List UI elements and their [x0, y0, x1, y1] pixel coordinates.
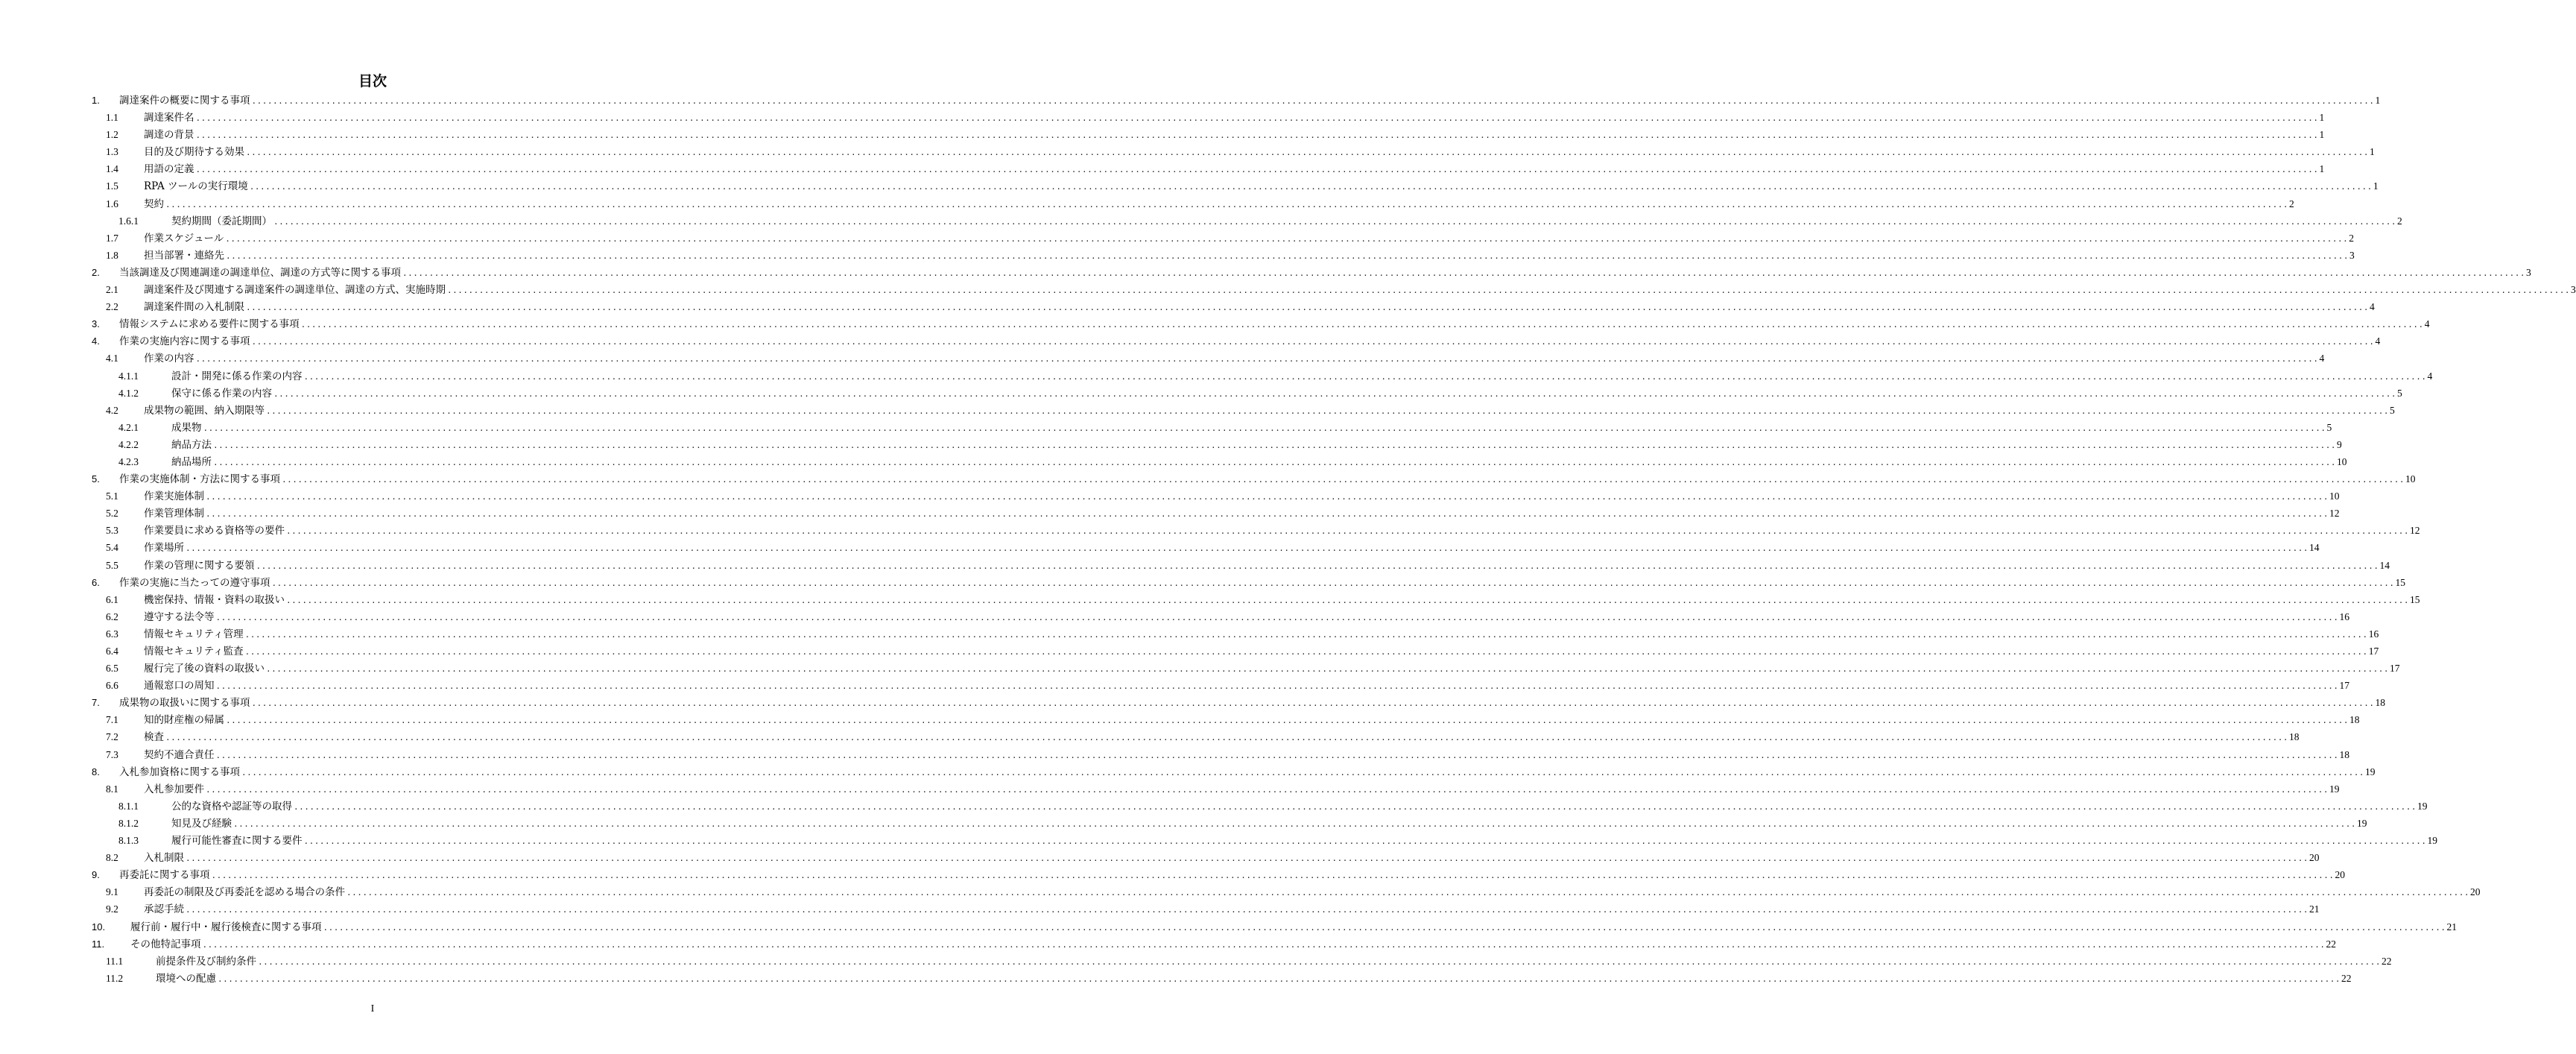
toc-dot-leader: ................................................................................................................................................................................................................................................................................................................................................................................................................	[215, 681, 2339, 692]
toc-entry-page: 12	[2410, 525, 2420, 537]
toc-dot-leader: ................................................................................................................................................................................................................................................................................................................................................................................................................	[323, 922, 2446, 932]
toc-entry-page: 5	[2326, 421, 2332, 433]
toc-entry[interactable]	[92, 522, 2420, 539]
toc-entry[interactable]	[92, 660, 2400, 677]
toc-entry-number: 6.6	[106, 680, 118, 692]
toc-dot-leader: ................................................................................................................................................................................................................................................................................................................................................................................................................	[256, 561, 2379, 571]
toc-entry-number: 4.2.3	[118, 455, 139, 467]
toc-entry[interactable]	[92, 970, 2352, 987]
toc-entry-page: 14	[2309, 542, 2320, 554]
toc-dot-leader: ................................................................................................................................................................................................................................................................................................................................................................................................................	[244, 629, 2368, 640]
toc-entry[interactable]	[92, 281, 2576, 298]
page-number: I	[370, 1003, 375, 1014]
toc-entry-number: 8.2	[106, 852, 118, 864]
toc-entry[interactable]	[92, 177, 2379, 195]
toc-entry-number: 8.1.1	[118, 800, 139, 812]
toc-entry[interactable]	[92, 92, 2381, 109]
toc-entry-title: 作業の実施内容に関する事項	[119, 335, 250, 348]
toc-entry-number: 9.2	[106, 903, 118, 915]
toc-dot-leader: ................................................................................................................................................................................................................................................................................................................................................................................................................	[165, 733, 2289, 743]
toc-dot-leader: ................................................................................................................................................................................................................................................................................................................................................................................................................	[165, 199, 2289, 209]
page-title: 目次	[358, 73, 387, 89]
toc-entry[interactable]	[92, 470, 2416, 487]
toc-dot-leader: ................................................................................................................................................................................................................................................................................................................................................................................................................	[202, 939, 2326, 950]
toc-entry-number: 5.5	[106, 559, 118, 571]
toc-entry[interactable]	[92, 883, 2481, 900]
toc-dot-leader: ................................................................................................................................................................................................................................................................................................................................................................................................................	[195, 165, 2319, 175]
toc-entry-number: 7.	[92, 697, 100, 709]
toc-entry-page: 19	[2357, 817, 2367, 829]
toc-entry-page: 12	[2329, 508, 2340, 520]
toc-entry-page: 1	[2373, 180, 2379, 192]
toc-entry-title: 用語の定義	[144, 163, 194, 176]
toc-entry-number: 4.2.1	[118, 421, 139, 433]
toc-dot-leader: ................................................................................................................................................................................................................................................................................................................................................................................................................	[282, 475, 2405, 485]
toc-entry-page: 21	[2309, 903, 2320, 915]
toc-entry-page: 1	[2375, 95, 2381, 106]
toc-dot-leader: ................................................................................................................................................................................................................................................................................................................................................................................................................	[303, 371, 2427, 382]
toc-entry-title: 再委託に関する事項	[119, 869, 210, 882]
toc-entry-page: 20	[2470, 886, 2481, 898]
toc-entry-page: 18	[2339, 748, 2350, 760]
toc-entry-title: 知的財産権の帰属	[144, 714, 224, 727]
toc-dot-leader: ................................................................................................................................................................................................................................................................................................................................................................................................................	[233, 818, 2357, 829]
toc-entry[interactable]	[92, 264, 2531, 281]
toc-entry-page: 15	[2395, 576, 2406, 588]
toc-entry-title: 再委託の制限及び再委託を認める場合の条件	[144, 886, 345, 899]
toc-entry-page: 17	[2368, 646, 2379, 657]
toc-entry-page: 5	[2397, 387, 2402, 399]
toc-entry-number: 5.4	[106, 542, 118, 554]
toc-entry-title: 作業スケジュール	[144, 232, 224, 244]
toc-entry-title: 情報システムに求める要件に関する事項	[119, 318, 300, 331]
toc-entry[interactable]	[92, 247, 2355, 264]
toc-entry-number: 7.3	[106, 748, 118, 760]
toc-entry-title: 作業の実施に当たっての遵守事項	[119, 576, 270, 589]
toc-entry-page: 4	[2319, 353, 2325, 365]
toc-dot-leader: ................................................................................................................................................................................................................................................................................................................................................................................................................	[203, 423, 2326, 433]
toc-entry-page: 5	[2390, 404, 2395, 416]
toc-entry[interactable]	[92, 746, 2350, 763]
toc-entry[interactable]	[92, 160, 2325, 177]
toc-dot-leader: ................................................................................................................................................................................................................................................................................................................................................................................................................	[206, 492, 2329, 502]
toc-entry-number: 5.2	[106, 508, 118, 520]
toc-entry-number: 4.1.2	[118, 387, 139, 399]
toc-entry-title: 作業場所	[144, 542, 184, 555]
toc-entry-page: 2	[2349, 232, 2354, 244]
toc-dot-leader: ................................................................................................................................................................................................................................................................................................................................................................................................................	[251, 337, 2375, 347]
toc-entry[interactable]	[92, 436, 2342, 453]
toc-entry-number: 3.	[92, 318, 100, 330]
toc-entry-title: 調達の背景	[144, 129, 194, 142]
toc-entry-title: 契約期間（委託期間）	[171, 215, 272, 227]
toc-entry-title: 成果物の取扱いに関する事項	[119, 697, 250, 710]
toc-entry-page: 19	[2427, 835, 2438, 847]
toc-dot-leader: ................................................................................................................................................................................................................................................................................................................................................................................................................	[273, 388, 2397, 399]
toc-entry[interactable]	[92, 798, 2428, 815]
toc-entry-title: 前提条件及び制約条件	[156, 955, 256, 968]
toc-entry-title: 調達案件名	[144, 112, 194, 124]
toc-entry-number: 11.	[92, 938, 105, 950]
toc-entry-number: 1.2	[106, 129, 118, 141]
toc-dot-leader: ................................................................................................................................................................................................................................................................................................................................................................................................................	[273, 216, 2397, 227]
toc-entry[interactable]	[92, 815, 2367, 832]
toc-dot-leader: ................................................................................................................................................................................................................................................................................................................................................................................................................	[300, 320, 2424, 330]
toc-dot-leader: ................................................................................................................................................................................................................................................................................................................................................................................................................	[266, 664, 2390, 675]
toc-entry-title: 履行完了後の資料の取扱い	[144, 663, 265, 675]
toc-entry-page: 22	[2326, 938, 2337, 950]
toc-entry[interactable]	[92, 849, 2320, 866]
toc-entry-number: 11.2	[106, 972, 124, 984]
toc-entry-page: 3	[2526, 266, 2531, 278]
toc-entry-title: 通報窓口の周知	[144, 680, 215, 692]
toc-entry[interactable]	[92, 866, 2346, 883]
toc-entry-page: 10	[2329, 490, 2340, 502]
toc-entry-title: 当該調達及び関連調達の調達単位、調達の方式等に関する事項	[119, 266, 401, 279]
toc-entry[interactable]	[92, 298, 2375, 315]
toc-entry-number: 1.5	[106, 180, 118, 192]
toc-entry-page: 3	[2571, 284, 2576, 296]
toc-entry-title: 情報セキュリティ監査	[144, 646, 244, 657]
toc-entry-page: 22	[2341, 972, 2352, 984]
toc-entry-page: 15	[2410, 593, 2420, 605]
toc-entry-page: 17	[2339, 680, 2350, 692]
toc-entry-number: 1.6.1	[118, 215, 139, 227]
toc-entry-title: 情報セキュリティ管理	[144, 628, 244, 640]
toc-dot-leader: ................................................................................................................................................................................................................................................................................................................................................................................................................	[303, 836, 2427, 847]
toc-entry-title: 知見及び経験	[171, 817, 232, 830]
toc-entry-number: 11.1	[106, 955, 124, 967]
toc-entry-title: その他特記事項	[130, 938, 201, 950]
toc-entry-page: 18	[2289, 731, 2300, 743]
toc-entry-page: 1	[2370, 146, 2375, 158]
toc-entry-number: 6.5	[106, 663, 118, 675]
toc-entry-page: 4	[2375, 335, 2381, 347]
toc-entry[interactable]	[92, 694, 2386, 711]
toc-entry-number: 1.1	[106, 112, 118, 124]
toc-entry-title: 作業要員に求める資格等の要件	[144, 525, 285, 537]
toc-entry-number: 6.2	[106, 610, 118, 622]
toc-dot-leader: ................................................................................................................................................................................................................................................................................................................................................................................................................	[186, 543, 2309, 554]
toc-entry-page: 16	[2368, 628, 2379, 640]
toc-entry[interactable]	[92, 453, 2347, 470]
toc-entry-page: 21	[2446, 921, 2458, 932]
toc-entry-page: 1	[2319, 163, 2325, 175]
toc-entry-number: 2.	[92, 266, 100, 278]
toc-entry[interactable]	[92, 230, 2354, 247]
toc-entry[interactable]	[92, 832, 2438, 849]
toc-dot-leader: ................................................................................................................................................................................................................................................................................................................................................................................................................	[251, 698, 2375, 709]
toc-dot-leader: ................................................................................................................................................................................................................................................................................................................................................................................................................	[195, 354, 2319, 365]
toc-dot-leader: ................................................................................................................................................................................................................................................................................................................................................................................................................	[244, 647, 2368, 657]
toc-entry-page: 2	[2289, 198, 2294, 209]
toc-entry[interactable]	[92, 402, 2395, 419]
toc-entry-page: 22	[2382, 955, 2392, 967]
toc-entry-page: 1	[2319, 112, 2325, 124]
toc-entry[interactable]	[92, 367, 2433, 385]
toc-entry-title: 納品方法	[171, 438, 212, 451]
toc-entry-number: 6.3	[106, 628, 118, 640]
toc-entry-page: 18	[2375, 697, 2386, 709]
toc-dot-leader: ................................................................................................................................................................................................................................................................................................................................................................................................................	[286, 526, 2410, 537]
toc-entry[interactable]	[92, 763, 2376, 780]
toc-dot-leader: ................................................................................................................................................................................................................................................................................................................................................................................................................	[225, 233, 2349, 244]
toc-entry[interactable]	[92, 143, 2375, 160]
toc-entry-page: 16	[2339, 610, 2350, 622]
toc-entry-title: 担当部署・連絡先	[144, 249, 224, 262]
toc-entry-number: 7.1	[106, 714, 118, 726]
toc-entry-title: 作業管理体制	[144, 508, 204, 520]
toc-entry-title: 作業の内容	[144, 353, 194, 365]
toc-entry[interactable]	[92, 591, 2420, 608]
toc-entry-number: 1.3	[106, 146, 118, 158]
toc-entry-number: 1.6	[106, 198, 118, 209]
toc-entry-number: 10.	[92, 921, 106, 932]
toc-entry-number: 2.2	[106, 301, 118, 313]
toc-dot-leader: ................................................................................................................................................................................................................................................................................................................................................................................................................	[241, 767, 2365, 777]
toc-entry-page: 10	[2337, 455, 2347, 467]
toc-entry[interactable]	[92, 350, 2325, 367]
toc-entry-number: 1.7	[106, 232, 118, 244]
toc-entry-page: 19	[2365, 766, 2376, 777]
toc-entry[interactable]	[92, 126, 2325, 143]
toc-entry-number: 6.	[92, 576, 100, 588]
toc-entry[interactable]	[92, 487, 2340, 505]
toc-dot-leader: ................................................................................................................................................................................................................................................................................................................................................................................................................	[246, 303, 2370, 313]
table-of-contents	[92, 92, 2576, 987]
toc-entry-number: 1.8	[106, 249, 118, 261]
toc-dot-leader: ................................................................................................................................................................................................................................................................................................................................................................................................................	[186, 905, 2309, 915]
toc-entry[interactable]	[92, 935, 2337, 953]
toc-dot-leader: ................................................................................................................................................................................................................................................................................................................................................................................................................	[186, 853, 2309, 864]
toc-dot-leader: ................................................................................................................................................................................................................................................................................................................................................................................................................	[215, 750, 2339, 760]
toc-entry-title: 作業の管理に関する要領	[144, 559, 255, 572]
toc-dot-leader: ................................................................................................................................................................................................................................................................................................................................................................................................................	[246, 148, 2370, 158]
toc-entry-page: 10	[2405, 473, 2416, 485]
toc-entry-number: 5.	[92, 473, 100, 485]
toc-dot-leader: ................................................................................................................................................................................................................................................................................................................................................................................................................	[218, 973, 2341, 984]
toc-dot-leader: ................................................................................................................................................................................................................................................................................................................................................................................................................	[251, 96, 2375, 106]
toc-entry-title: 調達案件及び関連する調達案件の調達単位、調達の方式、実施時期	[144, 284, 446, 297]
toc-entry[interactable]	[92, 643, 2379, 660]
toc-dot-leader: ................................................................................................................................................................................................................................................................................................................................................................................................................	[211, 871, 2335, 881]
toc-entry[interactable]	[92, 728, 2300, 745]
toc-entry-title: 承認手続	[144, 903, 184, 916]
toc-entry-title: 入札参加資格に関する事項	[119, 766, 240, 778]
toc-entry[interactable]	[92, 505, 2340, 522]
toc-entry-number: 9.	[92, 869, 100, 881]
toc-entry-title: 目的及び期待する効果	[144, 146, 244, 159]
toc-entry-number: 5.1	[106, 490, 118, 502]
toc-dot-leader: ................................................................................................................................................................................................................................................................................................................................................................................................................	[346, 888, 2470, 898]
toc-entry-title: 環境への配慮	[156, 972, 216, 985]
toc-entry-title: RPA ツールの実行環境	[144, 180, 248, 193]
toc-dot-leader: ................................................................................................................................................................................................................................................................................................................................................................................................................	[286, 595, 2410, 605]
toc-entry[interactable]	[92, 385, 2402, 402]
toc-dot-leader: ................................................................................................................................................................................................................................................................................................................................................................................................................	[226, 716, 2349, 726]
toc-entry-page: 3	[2349, 249, 2355, 261]
toc-entry-number: 2.1	[106, 284, 118, 296]
toc-dot-leader: ................................................................................................................................................................................................................................................................................................................................................................................................................	[213, 440, 2337, 450]
toc-entry-title: 作業の実施体制・方法に関する事項	[119, 473, 280, 486]
toc-entry-number: 5.3	[106, 525, 118, 537]
toc-entry-page: 20	[2309, 852, 2320, 864]
toc-entry-number: 7.2	[106, 731, 118, 743]
toc-entry-number: 4.1.1	[118, 370, 139, 382]
toc-entry[interactable]	[92, 608, 2350, 625]
toc-entry-title: 設計・開発に係る作業の内容	[171, 370, 303, 382]
toc-entry-title: 成果物	[171, 421, 202, 434]
toc-entry-number: 4.2.2	[118, 438, 139, 450]
toc-entry-page: 17	[2390, 663, 2400, 675]
toc-entry-title: 履行前・履行中・履行後検査に関する事項	[130, 921, 322, 933]
toc-dot-leader: ................................................................................................................................................................................................................................................................................................................................................................................................................	[447, 285, 2571, 296]
toc-dot-leader: ................................................................................................................................................................................................................................................................................................................................................................................................................	[266, 405, 2390, 416]
toc-entry[interactable]	[92, 419, 2332, 436]
toc-entry[interactable]	[92, 900, 2320, 918]
toc-entry[interactable]	[92, 109, 2325, 126]
toc-dot-leader: ................................................................................................................................................................................................................................................................................................................................................................................................................	[215, 612, 2339, 622]
toc-dot-leader: ................................................................................................................................................................................................................................................................................................................................................................................................................	[206, 509, 2329, 520]
toc-entry-page: 19	[2417, 800, 2428, 812]
toc-entry-number: 4.	[92, 335, 100, 347]
toc-entry-page: 1	[2319, 129, 2325, 141]
toc-entry-page: 9	[2337, 438, 2342, 450]
toc-entry-page: 19	[2329, 783, 2340, 795]
toc-entry[interactable]	[92, 677, 2350, 694]
toc-entry[interactable]	[92, 212, 2402, 230]
toc-entry[interactable]	[92, 332, 2381, 350]
toc-entry[interactable]	[92, 711, 2360, 728]
toc-dot-leader: ................................................................................................................................................................................................................................................................................................................................................................................................................	[195, 113, 2319, 124]
toc-entry-title: 調達案件の概要に関する事項	[119, 95, 250, 107]
toc-entry-title: 調達案件間の入札制限	[144, 301, 244, 314]
toc-entry-title: 機密保持、情報・資料の取扱い	[144, 593, 285, 606]
toc-entry-number: 1.	[92, 95, 100, 106]
toc-entry-title: 納品場所	[171, 455, 212, 468]
toc-entry-page: 18	[2349, 714, 2360, 726]
toc-entry[interactable]	[92, 539, 2320, 556]
toc-entry-number: 4.1	[106, 353, 118, 365]
toc-entry-page: 4	[2427, 370, 2433, 382]
toc-entry-page: 14	[2379, 559, 2390, 571]
toc-entry[interactable]	[92, 625, 2379, 643]
toc-entry-page: 20	[2335, 869, 2346, 881]
toc-entry-number: 8.1.3	[118, 835, 139, 847]
toc-entry-title: 保守に係る作業の内容	[171, 387, 272, 400]
toc-entry-title: 公的な資格や認証等の取得	[171, 800, 292, 812]
toc-entry-number: 6.1	[106, 593, 118, 605]
toc-entry-page: 2	[2397, 215, 2402, 227]
toc-entry-number: 1.4	[106, 163, 118, 175]
toc-entry-title: 履行可能性審査に関する要件	[171, 835, 303, 848]
toc-entry-number: 8.1	[106, 783, 118, 795]
toc-dot-leader: ................................................................................................................................................................................................................................................................................................................................................................................................................	[271, 578, 2395, 588]
toc-dot-leader: ................................................................................................................................................................................................................................................................................................................................................................................................................	[226, 250, 2349, 261]
toc-entry[interactable]	[92, 315, 2430, 332]
toc-dot-leader: ................................................................................................................................................................................................................................................................................................................................................................................................................	[213, 457, 2337, 467]
toc-dot-leader: ................................................................................................................................................................................................................................................................................................................................................................................................................	[402, 268, 2526, 278]
toc-entry-title: 入札制限	[144, 852, 184, 865]
toc-entry-number: 6.4	[106, 646, 118, 657]
toc-entry-number: 4.2	[106, 404, 118, 416]
toc-entry[interactable]	[92, 557, 2390, 574]
toc-entry[interactable]	[92, 195, 2294, 212]
toc-entry-title: 入札参加要件	[144, 783, 204, 795]
toc-entry-number: 8.1.2	[118, 817, 139, 829]
toc-entry[interactable]	[92, 780, 2340, 798]
toc-dot-leader: ................................................................................................................................................................................................................................................................................................................................................................................................................	[294, 801, 2417, 812]
toc-entry-page: 4	[2370, 301, 2375, 313]
toc-entry-title: 契約	[144, 198, 164, 210]
toc-dot-leader: ................................................................................................................................................................................................................................................................................................................................................................................................................	[206, 784, 2329, 795]
toc-dot-leader: ................................................................................................................................................................................................................................................................................................................................................................................................................	[258, 956, 2382, 967]
toc-entry[interactable]	[92, 918, 2458, 935]
toc-entry-title: 検査	[144, 731, 164, 744]
toc-entry-title: 契約不適合責任	[144, 748, 215, 761]
toc-entry-page: 4	[2424, 318, 2430, 330]
toc-entry-title: 成果物の範囲、納入期限等	[144, 404, 265, 417]
toc-entry-number: 8.	[92, 766, 100, 777]
toc-dot-leader: ................................................................................................................................................................................................................................................................................................................................................................................................................	[249, 182, 2373, 192]
toc-entry[interactable]	[92, 574, 2406, 591]
toc-entry-title: 遵守する法令等	[144, 610, 215, 623]
toc-entry-title: 作業実施体制	[144, 490, 204, 503]
toc-entry[interactable]	[92, 953, 2392, 970]
toc-entry-number: 9.1	[106, 886, 118, 898]
toc-dot-leader: ................................................................................................................................................................................................................................................................................................................................................................................................................	[195, 130, 2319, 141]
